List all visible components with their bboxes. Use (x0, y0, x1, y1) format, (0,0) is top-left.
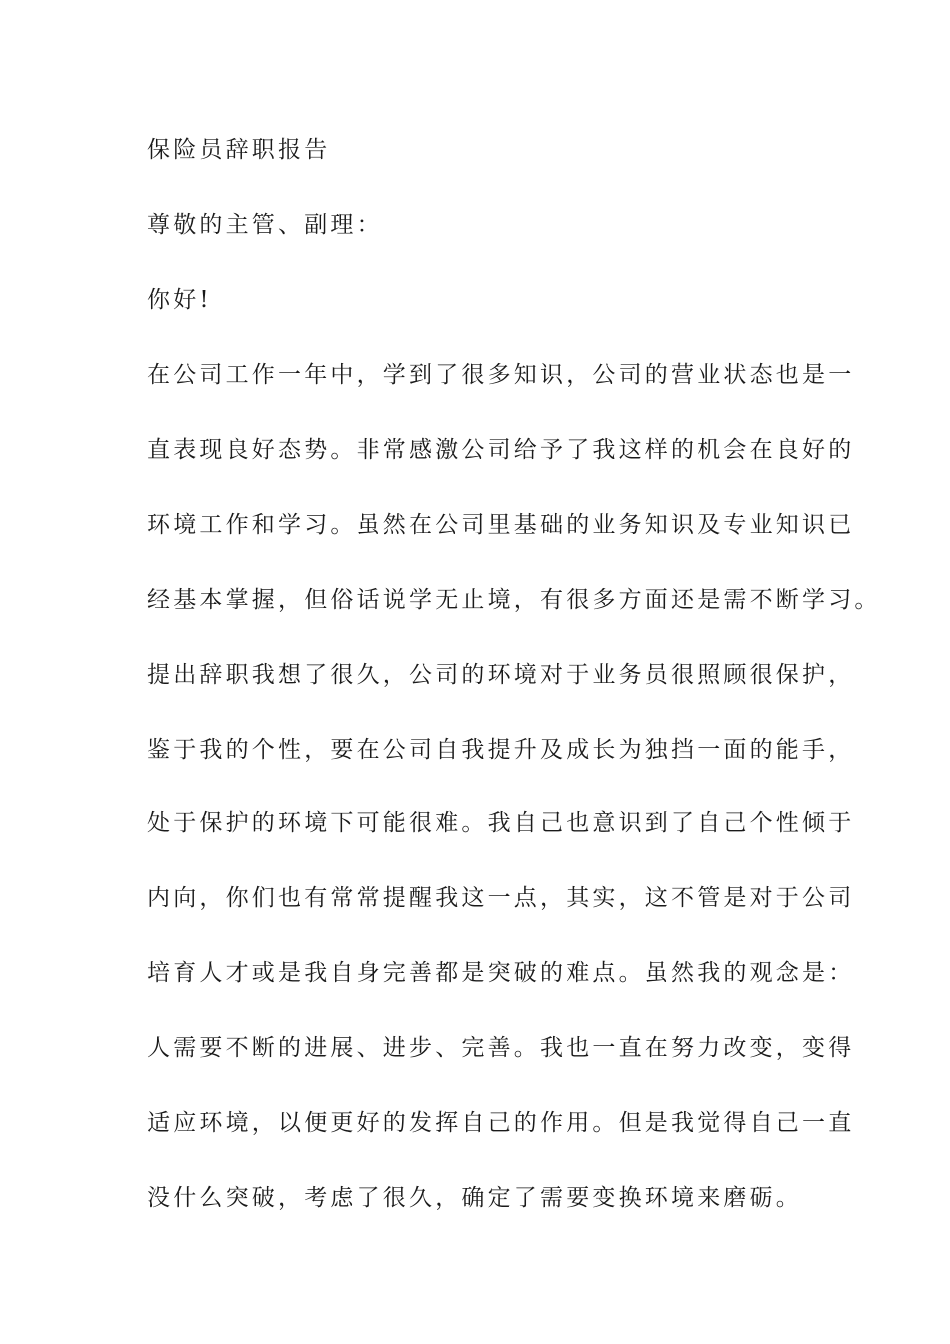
document-title: 保险员辞职报告 (147, 137, 331, 163)
salutation: 尊敬的主管、副理： (147, 212, 383, 238)
body-line: 直表现良好态势。非常感激公司给予了我这样的机会在良好的 (147, 437, 855, 463)
greeting: 你好! (147, 287, 212, 313)
body-line: 在公司工作一年中，学到了很多知识，公司的营业状态也是一 (147, 362, 855, 388)
body-line: 人需要不断的进展、进步、完善。我也一直在努力改变，变得 (147, 1035, 855, 1061)
body-line: 鉴于我的个性，要在公司自我提升及成长为独挡一面的能手， (147, 737, 855, 763)
body-line: 环境工作和学习。虽然在公司里基础的业务知识及专业知识已 (147, 512, 855, 538)
body-line: 内向，你们也有常常提醒我这一点，其实，这不管是对于公司 (147, 885, 855, 911)
body-line: 培育人才或是我自身完善都是突破的难点。虽然我的观念是： (147, 960, 855, 986)
body-line: 没什么突破，考虑了很久，确定了需要变换环境来磨砺。 (147, 1185, 802, 1211)
body-line: 处于保护的环境下可能很难。我自己也意识到了自己个性倾于 (147, 810, 855, 836)
body-line: 提出辞职我想了很久，公司的环境对于业务员很照顾很保护， (147, 662, 855, 688)
body-line: 经基本掌握，但俗话说学无止境，有很多方面还是需不断学习。 (147, 587, 881, 613)
body-line: 适应环境，以便更好的发挥自己的作用。但是我觉得自己一直 (147, 1110, 855, 1136)
